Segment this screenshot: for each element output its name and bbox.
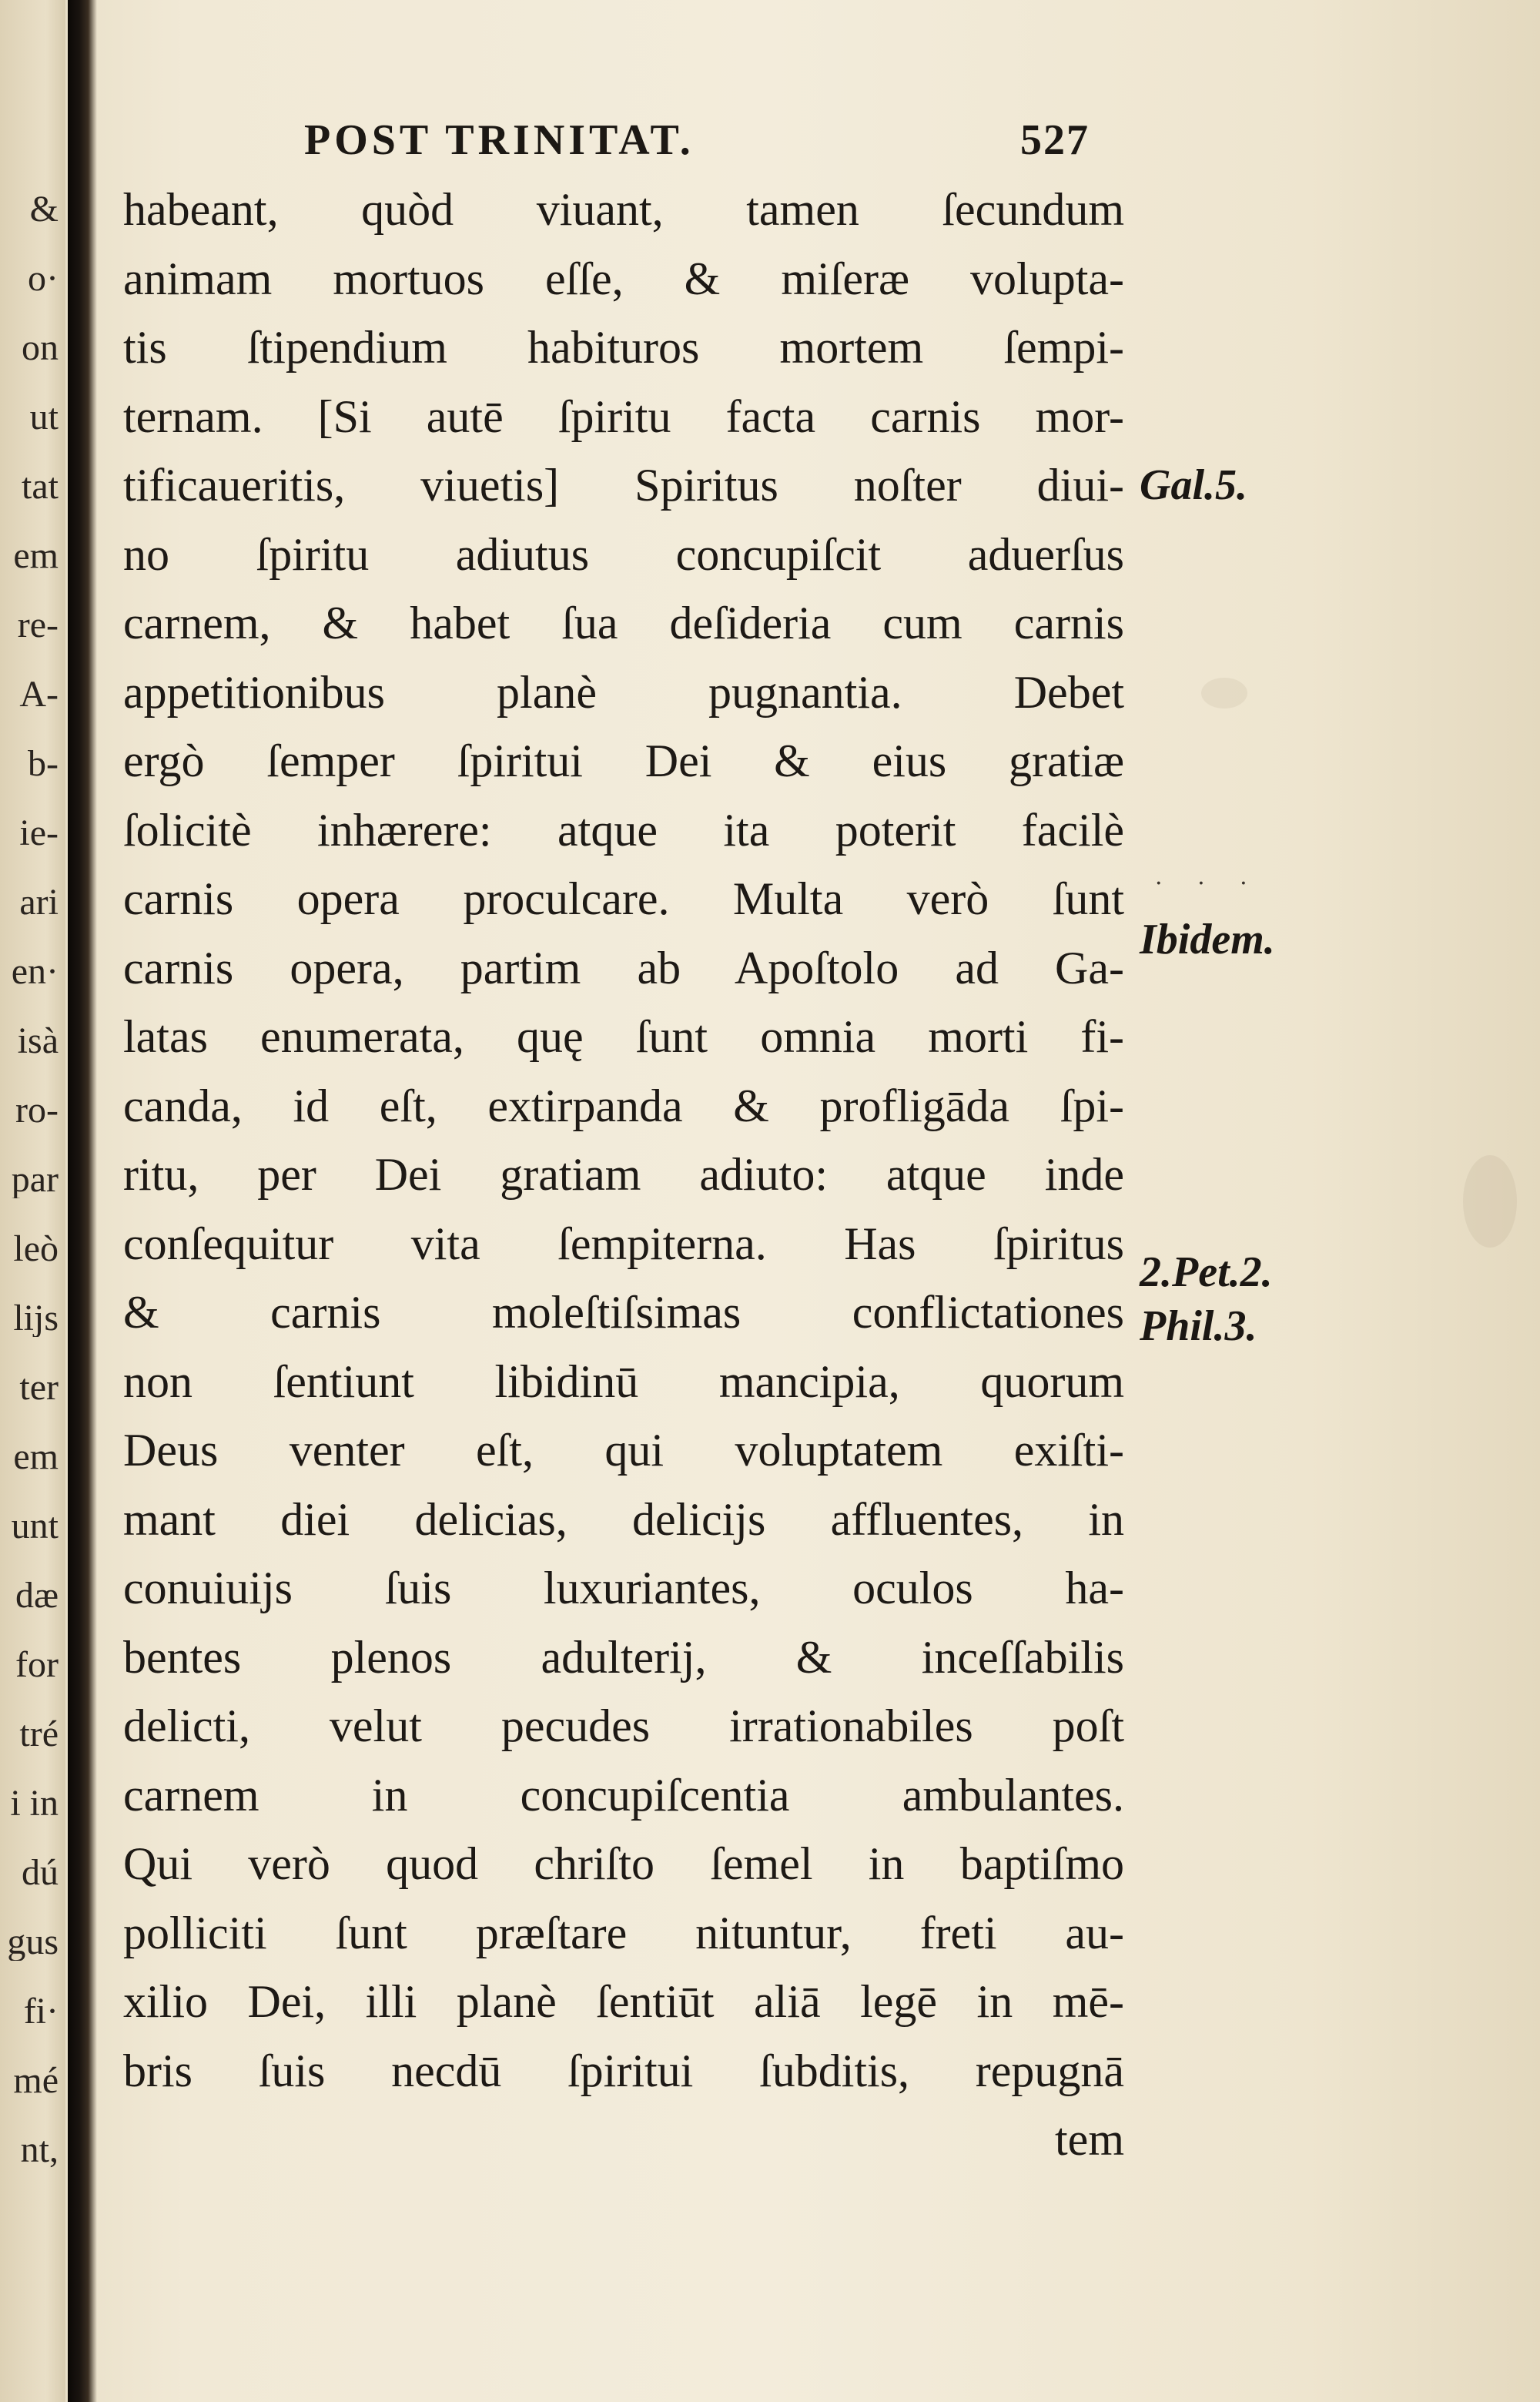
left-fragment: dú <box>22 1854 59 1891</box>
text-line: appetitionibus planè pugnantia. Debet <box>123 666 1124 718</box>
paper-specks: · · · <box>1155 870 1261 897</box>
text-line: carnis opera, partim ab Apoſtolo ad Ga- <box>123 942 1124 993</box>
left-fragment: fi· <box>23 1993 59 2030</box>
text-line: carnem in concupiſcentia ambulantes. <box>123 1769 1124 1821</box>
left-fragment: tat <box>22 468 59 505</box>
left-fragment: o· <box>28 260 59 297</box>
main-text-block <box>123 176 1124 2175</box>
text-line: polliciti ſunt præſtare nituntur, freti au- <box>123 1907 1124 1958</box>
margin-note-ibidem: Ibidem. <box>1140 916 1275 963</box>
margin-note-galatians: Gal.5. <box>1140 461 1247 509</box>
left-fragment: ter <box>19 1369 59 1406</box>
text-line: ternam. [Si autē ſpiritu facta carnis mor- <box>123 390 1124 442</box>
left-fragment: leò <box>13 1231 59 1268</box>
text-line: conuiuijs ſuis luxuriantes, oculos ha- <box>123 1563 1124 1613</box>
left-fragment: isà <box>17 1023 59 1060</box>
page-number: 527 <box>1020 116 1090 164</box>
text-line: conſequitur vita ſempiterna. Has ſpiritus <box>123 1218 1124 1269</box>
text-line: bris ſuis necdū ſpiritui ſubditis, repugnā <box>123 2045 1124 2096</box>
text-line: canda, id eſt, extirpanda & profligāda ſpi- <box>123 1080 1124 1131</box>
text-line: carnem, & habet ſua deſideria cum carnis <box>123 598 1124 648</box>
text-line: delicti, velut pecudes irrationabiles poſt <box>123 1700 1124 1751</box>
left-fragment: A- <box>19 676 59 713</box>
margin-note-philippians: Phil.3. <box>1140 1302 1257 1350</box>
left-fragment: & <box>29 191 59 228</box>
left-fragment: re- <box>17 607 59 644</box>
left-fragment: nt, <box>20 2132 59 2169</box>
left-fragment: for <box>15 1647 59 1683</box>
paper-smudge <box>1201 678 1247 709</box>
left-fragment: i in <box>10 1785 59 1822</box>
text-line: mant diei delicias, delicijs affluentes, in <box>123 1493 1124 1545</box>
left-fragment: ro- <box>15 1092 59 1129</box>
left-fragment: par <box>11 1161 59 1198</box>
text-line: Deus venter eſt, qui voluptatem exiſti- <box>123 1425 1124 1476</box>
text-line: latas enumerata, quę ſunt omnia morti fi- <box>123 1011 1124 1062</box>
text-line: no ſpiritu adiutus concupiſcit aduerſus <box>123 528 1124 580</box>
left-fragment: ie- <box>19 815 59 852</box>
text-line: carnis opera proculcare. Multa verò ſunt <box>123 873 1124 924</box>
catchword: tem <box>1055 2114 1124 2165</box>
left-fragment: em <box>13 538 59 575</box>
left-fragment: ut <box>29 399 59 436</box>
text-line: ritu, per Dei gratiam adiuto: atque inde <box>123 1149 1124 1200</box>
left-fragment: gus <box>7 1924 59 1961</box>
running-header <box>304 116 1136 162</box>
left-fragment: tré <box>19 1716 59 1753</box>
text-line: xilio Dei, illi planè ſentiūt aliā legē in mē- <box>123 1976 1124 2027</box>
text-line: & carnis moleſtiſsimas conflictationes <box>123 1287 1124 1338</box>
left-fragment: ari <box>19 884 59 921</box>
left-fragment: em <box>13 1439 59 1476</box>
left-fragment: on <box>22 330 59 367</box>
text-line: tis ſtipendium habituros mortem ſempi- <box>123 322 1124 373</box>
text-line: animam mortuos eſſe, & miſeræ volupta- <box>123 253 1124 304</box>
left-fragment: mé <box>13 2062 59 2099</box>
adjacent-page-edge <box>0 0 65 2402</box>
left-fragment: b- <box>28 745 59 782</box>
book-gutter-shadow <box>68 0 97 2402</box>
left-fragment: unt <box>11 1508 59 1545</box>
running-title: POST TRINITAT. <box>304 116 695 164</box>
text-line: Qui verò quod chriſto ſemel in baptiſmo <box>123 1838 1124 1889</box>
text-line: habeant, quòd viuant, tamen ſecundum <box>123 184 1124 235</box>
text-line: ſolicitè inhærere: atque ita poterit facilè <box>123 804 1124 856</box>
left-fragment: en· <box>11 953 59 990</box>
text-line: tificaueritis, viuetis] Spiritus noſter diui- <box>123 460 1124 511</box>
left-fragment: dæ <box>15 1577 59 1614</box>
paper-smudge <box>1463 1155 1517 1248</box>
left-fragment: lijs <box>13 1300 59 1337</box>
margin-note-peter: 2.Pet.2. <box>1140 1248 1273 1296</box>
text-line: bentes plenos adulterij, & inceſſabilis <box>123 1631 1124 1683</box>
text-line: non ſentiunt libidinū mancipia, quorum <box>123 1355 1124 1407</box>
text-line: ergò ſemper ſpiritui Dei & eius gratiæ <box>123 735 1124 786</box>
